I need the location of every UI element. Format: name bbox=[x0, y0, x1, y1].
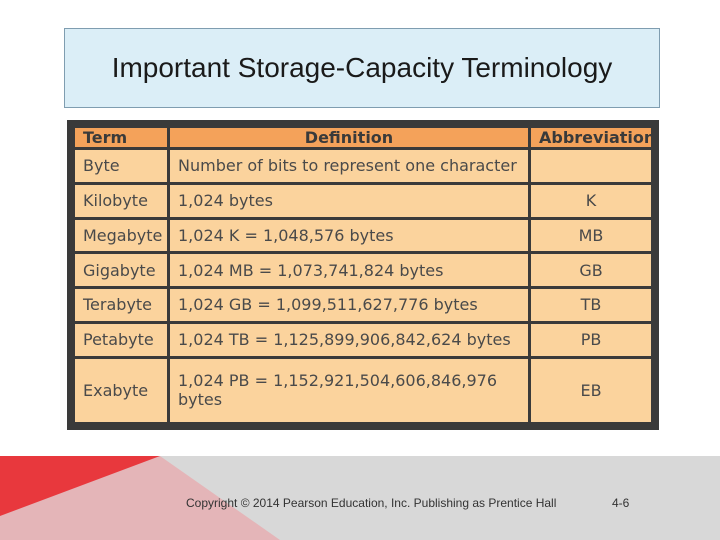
cell-definition: Number of bits to represent one character bbox=[170, 150, 528, 182]
cell-definition: 1,024 GB = 1,099,511,627,776 bytes bbox=[170, 289, 528, 321]
cell-term: Exabyte bbox=[75, 359, 167, 423]
table-row bbox=[75, 289, 651, 321]
cell-definition: 1,024 bytes bbox=[170, 185, 528, 217]
table-row bbox=[75, 185, 651, 217]
table-row bbox=[75, 220, 651, 252]
cell-term: Terabyte bbox=[75, 289, 167, 321]
table-row bbox=[75, 254, 651, 286]
cell-abbreviation: EB bbox=[531, 359, 651, 423]
terminology-table-frame bbox=[67, 120, 659, 430]
cell-definition: 1,024 TB = 1,125,899,906,842,624 bytes bbox=[170, 324, 528, 356]
cell-definition: 1,024 PB = 1,152,921,504,606,846,976 bytes bbox=[170, 359, 528, 423]
header-definition: Definition bbox=[170, 128, 528, 147]
cell-definition: 1,024 K = 1,048,576 bytes bbox=[170, 220, 528, 252]
table-row bbox=[75, 324, 651, 356]
table-row bbox=[75, 359, 651, 423]
header-term: Term bbox=[75, 128, 167, 147]
table-row bbox=[75, 150, 651, 182]
table-header-row bbox=[75, 128, 651, 147]
cell-term: Byte bbox=[75, 150, 167, 182]
cell-term: Megabyte bbox=[75, 220, 167, 252]
page-number: 4-6 bbox=[612, 496, 630, 510]
cell-abbreviation: MB bbox=[531, 220, 651, 252]
cell-abbreviation: PB bbox=[531, 324, 651, 356]
cell-abbreviation: K bbox=[531, 185, 651, 217]
cell-abbreviation bbox=[531, 150, 651, 182]
cell-term: Kilobyte bbox=[75, 185, 167, 217]
slide-title: Important Storage-Capacity Terminology bbox=[111, 52, 613, 83]
header-abbreviation: Abbreviation bbox=[531, 128, 651, 147]
slide-title-box bbox=[64, 28, 660, 108]
cell-abbreviation: TB bbox=[531, 289, 651, 321]
cell-abbreviation: GB bbox=[531, 254, 651, 286]
cell-definition: 1,024 MB = 1,073,741,824 bytes bbox=[170, 254, 528, 286]
cell-term: Petabyte bbox=[75, 324, 167, 356]
copyright-text: Copyright © 2014 Pearson Education, Inc. Publishing as Prentice Hall bbox=[186, 496, 557, 510]
terminology-table bbox=[72, 125, 654, 425]
cell-term: Gigabyte bbox=[75, 254, 167, 286]
